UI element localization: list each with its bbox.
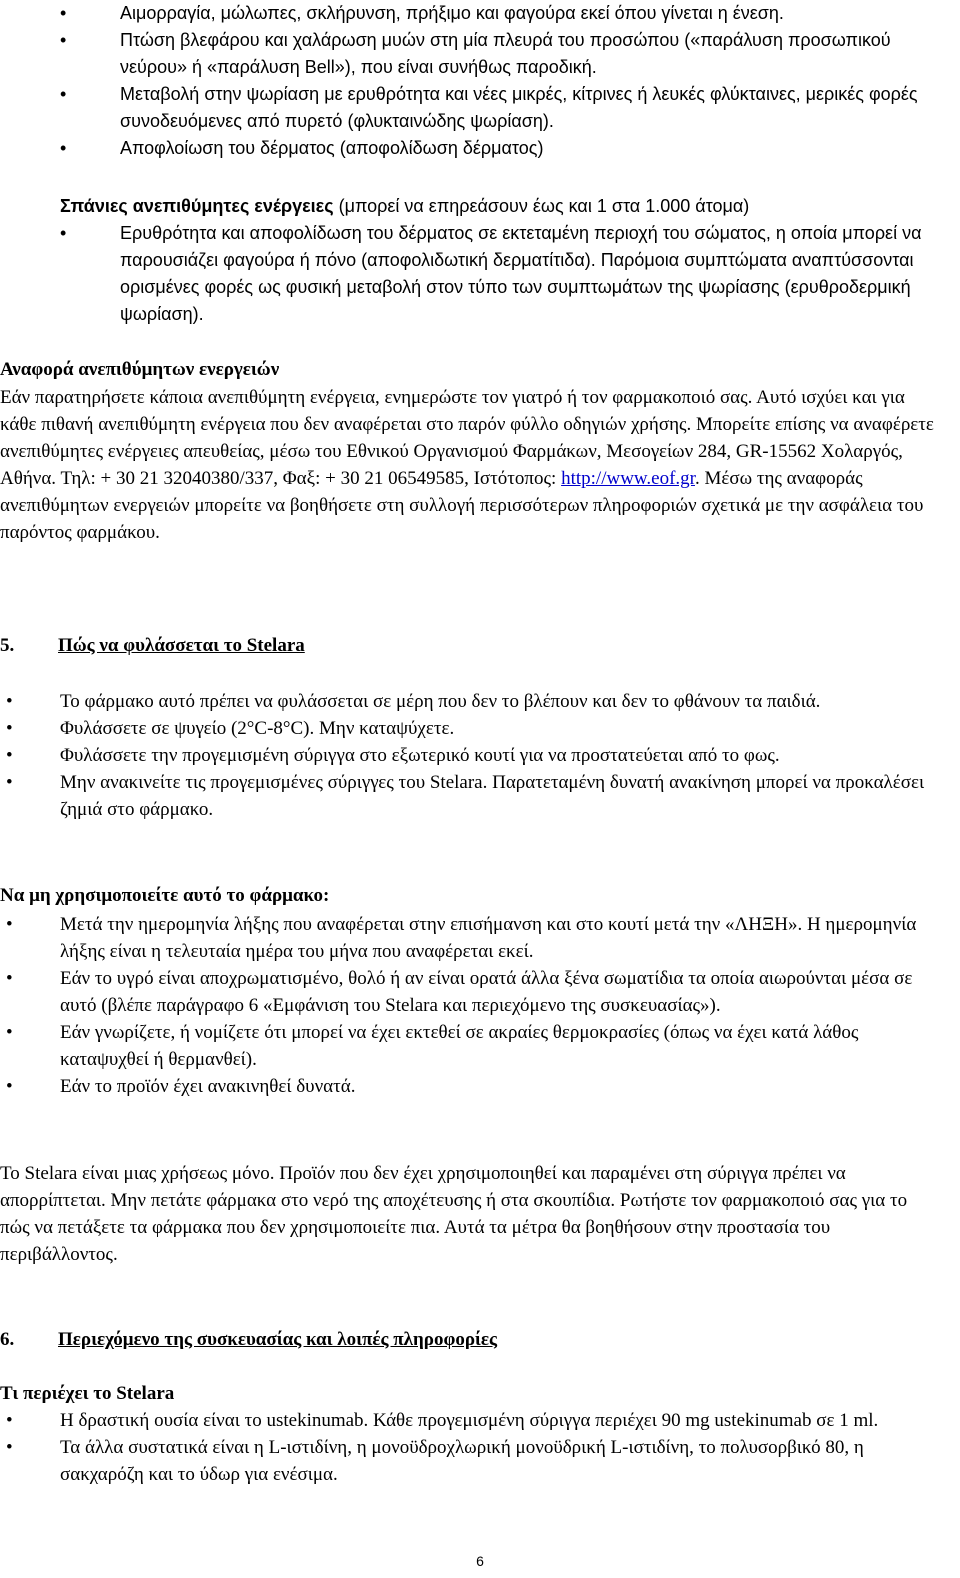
page-number: 6: [476, 1553, 484, 1569]
eof-website-link[interactable]: http://www.eof.gr: [561, 468, 695, 489]
list-item: • Ερυθρότητα και αποφολίδωση του δέρματος σε εκτεταμένη περιοχή του σώματος, η οποία μπορεί να παρουσιάζει φαγούρα ή πόνο (αποφολιδωτική δερματίτιδα). Παρόμοια συμπτώματα αναπτύσσονται ορισμένες φορές ως φυσική μεταβολή στον τύπο των συμπτωμάτων της ψωρίασης (ερυθροδερμική ψωρίαση).: [60, 223, 922, 324]
list-item: • Μετά την ημερομηνία λήξης που αναφέρεται στην επισήμανση και στο κουτί μετά την «ΛΗΞΗ». Η ημερομηνία λήξης είναι η τελευταία ημέρα του μήνα που αναφέρεται εκεί.: [6, 914, 917, 962]
list-item: • Φυλάσσετε την προγεμισμένη σύριγγα στο εξωτερικό κουτί για να προστατεύεται από το φως.: [6, 745, 780, 766]
section-5-heading: 5. Πώς να φυλάσσεται το Stelara: [0, 635, 305, 656]
reporting-paragraph: Εάν παρατηρήσετε κάποια ανεπιθύμητη ενέργεια, ενημερώστε τον γιατρό ή τον φαρμακοποιό σας. Αυτό ισχύει και για κάθε πιθανή ανεπιθύμητη ενέργεια που δεν αναφέρεται στο παρόν φύλλο οδηγιών χρήσης. Μπορείτε επίσης να αναφέρετε ανεπιθύμητες ενέργειες απευθείας, μέσω του Εθνικού Οργανισμού Φαρμάκων, Μεσογείων 284, GR-15562 Χολαργός, Αθήνα. Τηλ: + 30 21 32040380/337, Φαξ: + 30 21 06549585, Ιστότοπος: http://www.eof.gr. Μέσω της αναφοράς ανεπιθύμητων ενεργειών μπορείτε να βοηθήσετε στη συλλογή περισσότερων πληροφοριών σχετικά με την ασφάλεια του παρόντος φαρμάκου.: [0, 387, 934, 543]
list-item: • Πτώση βλεφάρου και χαλάρωση μυών στη μία πλευρά του προσώπου («παράλυση προσωπικού νεύρου» ή «παράλυση Bell»), που είναι συνήθως παροδική.: [60, 30, 891, 77]
list-item: • Αιμορραγία, μώλωπες, σκλήρυνση, πρήξιμο και φαγούρα εκεί όπου γίνεται η ένεση.: [60, 3, 784, 23]
list-item: • Τα άλλα συστατικά είναι η L-ιστιδίνη, η μονοϋδροχλωρική μονοϋδρική L-ιστιδίνη, το πολυσορβικό 80, η σακχαρόζη και το ύδωρ για ενέσιμα.: [6, 1437, 864, 1485]
list-item: • Φυλάσσετε σε ψυγείο (2°C-8°C). Μην καταψύχετε.: [6, 718, 455, 739]
contents-list: [0, 1407, 940, 1488]
disposal-paragraph: Το Stelara είναι μιας χρήσεως μόνο. Προϊόν που δεν έχει χρησιμοποιηθεί και παραμένει στη σύριγγα πρέπει να απορρίπτεται. Μην πετάτε φάρμακα στο νερό της αποχέτευσης ή στα σκουπίδια. Ρωτήστε τον φαρμακοποιό σας για το πώς να πετάξετε τα φάρμακα που δεν χρησιμοποιείτε πια. Αυτά τα μέτρα θα βοηθήσουν στην προστασία του περιβάλλοντος.: [0, 1163, 908, 1265]
list-item: • Εάν το προϊόν έχει ανακινηθεί δυνατά.: [6, 1076, 356, 1097]
rare-side-effects-list: [60, 220, 940, 328]
section-6-heading: 6. Περιεχόμενο της συσκευασίας και λοιπές πληροφορίες: [0, 1329, 498, 1350]
list-item: • Εάν το υγρό είναι αποχρωματισμένο, θολό ή αν είναι ορατά άλλα ξένα σωματίδια τα οποία αιωρούνται μέσα σε αυτό (βλέπε παράγραφο 6 «Εμφάνιση του Stelara και περιεχόμενο της συσκευασίας»).: [6, 968, 913, 1016]
list-item: • Εάν γνωρίζετε, ή νομίζετε ότι μπορεί να έχει εκτεθεί σε ακραίες θερμοκρασίες (όπως να έχει κατά λάθος καταψυχθεί ή θερμανθεί).: [6, 1022, 859, 1070]
list-item: • Μεταβολή στην ψωρίαση με ερυθρότητα και νέες μικρές, κίτρινες ή λευκές φλύκταινες, μερικές φορές συνοδευόμενες από πυρετό (φλυκταινώδης ψωρίαση).: [60, 84, 918, 131]
list-item: • Αποφλοίωση του δέρματος (αποφολίδωση δέρματος): [60, 138, 544, 158]
reporting-section: [0, 356, 940, 546]
contents-heading: Τι περιέχει το Stelara: [0, 1383, 175, 1404]
do-not-use-list: [0, 911, 940, 1100]
list-item: • Το φάρμακο αυτό πρέπει να φυλάσσεται σε μέρη που δεν το βλέπουν και δεν το φθάνουν τα παιδιά.: [6, 691, 821, 712]
side-effects-list: [60, 0, 940, 162]
do-not-use-heading: Να μη χρησιμοποιείτε αυτό το φάρμακο:: [0, 885, 330, 906]
rare-side-effects-heading: Σπάνιες ανεπιθύμητες ενέργειες (μπορεί να επηρεάσουν έως και 1 στα 1.000 άτομα): [60, 196, 750, 216]
storage-list: [0, 688, 940, 823]
list-item: • Μην ανακινείτε τις προγεμισμένες σύριγγες του Stelara. Παρατεταμένη δυνατή ανακίνηση μπορεί να προκαλέσει ζημιά στο φάρμακο.: [6, 772, 925, 820]
reporting-heading: Αναφορά ανεπιθύμητων ενεργειών: [0, 359, 280, 380]
list-item: • Η δραστική ουσία είναι το ustekinumab. Κάθε προγεμισμένη σύριγγα περιέχει 90 mg ustekinumab σε 1 ml.: [6, 1410, 879, 1431]
